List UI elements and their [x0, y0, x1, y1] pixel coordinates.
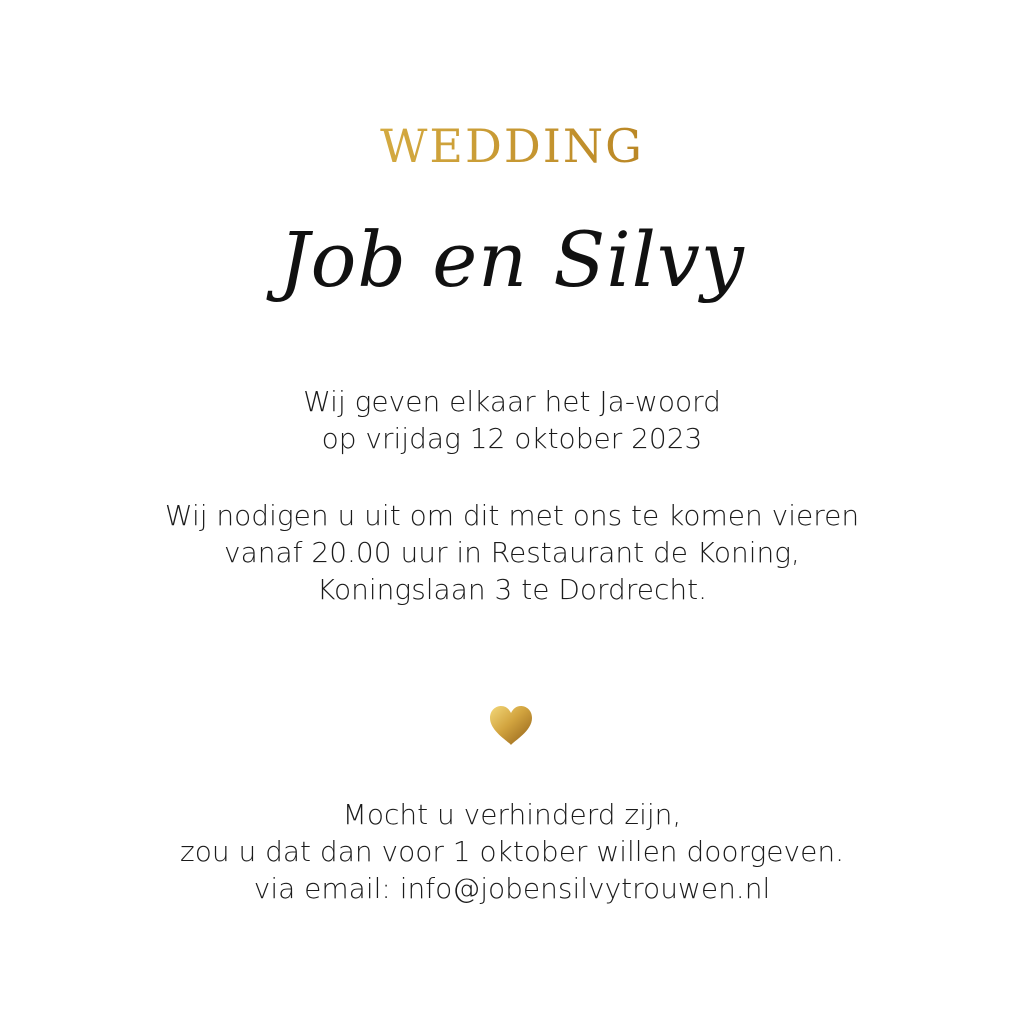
invitation-text — [0, 497, 1024, 608]
announcement-line: Wij geven elkaar het Ja-woord — [303, 385, 721, 418]
couple-names: Job en Silvy — [279, 215, 745, 304]
rsvp-text — [0, 796, 1024, 907]
announcement-date-line: op vrijdag 12 oktober 2023 — [321, 422, 703, 455]
wedding-heading: WEDDING — [0, 118, 1024, 174]
invitation-line: Wij nodigen u uit om dit met ons te komen vieren — [164, 499, 860, 532]
invitation-address-line: Koningslaan 3 te Dordrecht. — [317, 573, 707, 606]
rsvp-email-line: via email: info@jobensilvytrouwen.nl — [253, 872, 771, 905]
rsvp-line: Mocht u verhinderd zijn, — [342, 798, 682, 831]
announcement-text — [0, 383, 1024, 457]
heart-icon — [488, 704, 534, 746]
invitation-time-venue-line: vanaf 20.00 uur in Restaurant de Koning, — [224, 536, 800, 569]
rsvp-deadline-line: zou u dat dan voor 1 oktober willen doorgeven. — [180, 835, 844, 868]
